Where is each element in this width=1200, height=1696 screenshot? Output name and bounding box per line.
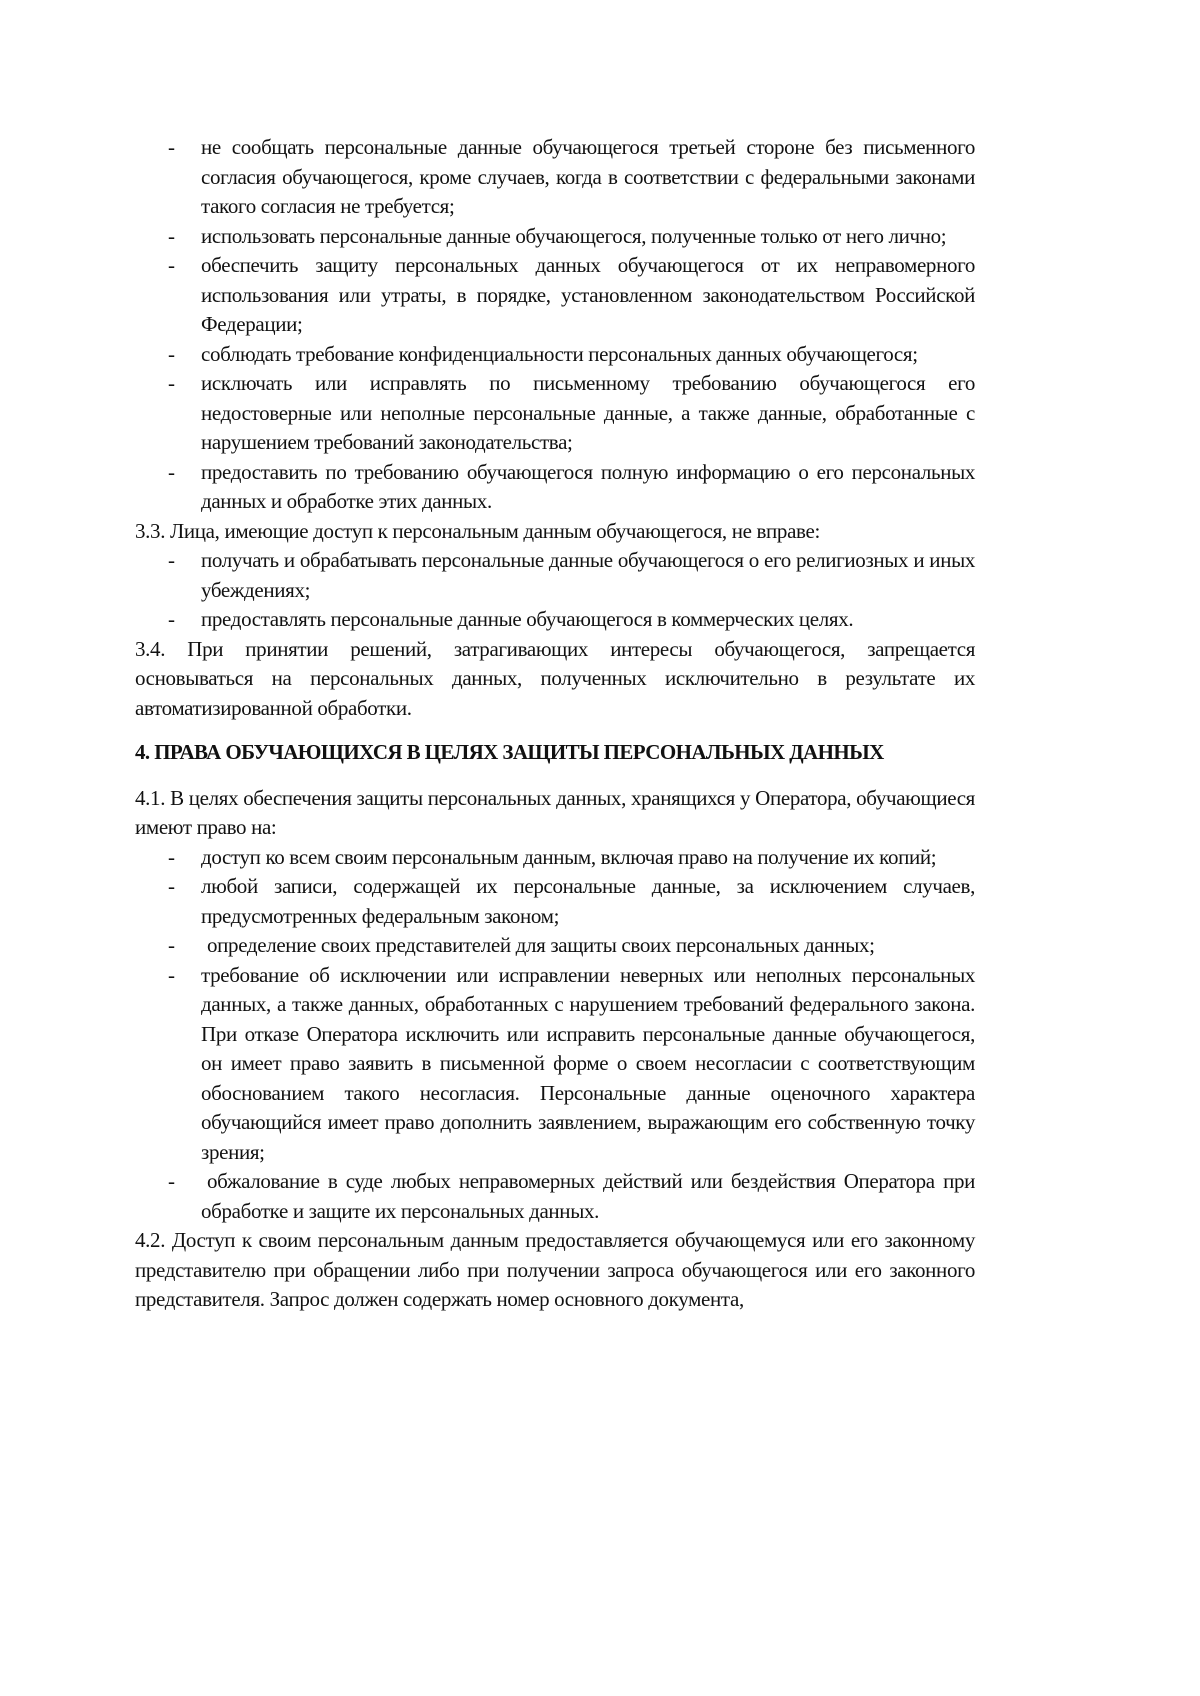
list-item: - любой записи, содержащей их персональные данные, за исключением случаев, предусмотренных федеральным законом; <box>168 874 975 928</box>
list-item: - обжалование в суде любых неправомерных действий или бездействия Оператора при обработке и защите их персональных данных. <box>168 1169 975 1223</box>
list-item: - определение своих представителей для защиты своих персональных данных; <box>135 931 975 961</box>
bullet-dash: - <box>168 135 175 159</box>
bullet-dash: - <box>168 341 175 366</box>
bullet-dash: - <box>168 371 175 395</box>
section-heading: 4. ПРАВА ОБУЧАЮЩИХСЯ В ЦЕЛЯХ ЗАЩИТЫ ПЕРСОНАЛЬНЫХ ДАННЫХ <box>135 740 884 764</box>
list-item: - обеспечить защиту персональных данных обучающегося от их неправомерного использования или утраты, в порядке, установленном законодательством Российской Федерации; <box>168 253 975 336</box>
bullet-dash: - <box>168 1169 175 1193</box>
list-item: - соблюдать требование конфиденциальности персональных данных обучающегося; <box>135 340 975 370</box>
list-item: - получать и обрабатывать персональные данные обучающегося о его религиозных и иных убеждениях; <box>168 548 975 602</box>
clause-3-4: 3.4. При принятии решений, затрагивающих интересы обучающегося, запрещается основываться на персональных данных, полученных исключительно в результате их автоматизированной обработки. <box>135 636 975 720</box>
clause-4-1: 4.1. В целях обеспечения защиты персональных данных, хранящихся у Оператора, обучающиеся имеют право на: <box>135 785 975 839</box>
clause-4-2: 4.2. Доступ к своим персональным данным предоставляется обучающемуся или его законному представителю при обращении либо при получении запроса обучающегося или его законного представителя. Запрос должен содержать номер основного документа, <box>135 1228 975 1311</box>
list-item: - доступ ко всем своим персональным данным, включая право на получение их копий; <box>135 843 975 873</box>
bullet-dash: - <box>168 548 175 572</box>
bullet-dash: - <box>168 253 175 277</box>
bullet-dash: - <box>168 844 175 869</box>
bullet-list-rights <box>135 843 975 1227</box>
bullet-list-prohibitions <box>135 546 975 635</box>
list-item: - требование об исключении или исправлении неверных или неполных персональных данных, а также данных, обработанных с нарушением требований федерального закона. При отказе Оператора исключить или исправить персональные данные обучающегося, он имеет право заявить в письменной форме о своем несогласии с соответствующим обоснованием такого несогласия. Персональные данные оценочного характера обучающийся имеет право дополнить заявлением, выражающим его собственную точку зрения; <box>168 962 975 1164</box>
bullet-dash: - <box>168 962 175 987</box>
bullet-dash: - <box>168 874 175 898</box>
bullet-dash: - <box>168 607 175 631</box>
list-item: - использовать персональные данные обучающегося, полученные только от него лично; <box>135 222 975 252</box>
bullet-dash: - <box>168 223 175 248</box>
list-item: - не сообщать персональные данные обучающегося третьей стороне без письменного согласия обучающегося, кроме случаев, когда в соответствии с федеральными законами такого согласия не требуется; <box>168 135 975 218</box>
list-item: - предоставить по требованию обучающегося полную информацию о его персональных данных и обработке этих данных. <box>168 459 975 513</box>
bullet-dash: - <box>168 459 175 484</box>
list-item: - предоставлять персональные данные обучающегося в коммерческих целях. <box>135 605 975 635</box>
bullet-dash: - <box>168 933 175 957</box>
list-item: - исключать или исправлять по письменному требованию обучающегося его недостоверные или неполные персональные данные, а также данные, обработанные с нарушением требований законодательства; <box>168 371 975 454</box>
bullet-list-operator-duties <box>135 133 975 517</box>
document-page <box>135 133 975 1315</box>
clause-3-3: 3.3. Лица, имеющие доступ к персональным данным обучающегося, не вправе: <box>135 518 820 543</box>
